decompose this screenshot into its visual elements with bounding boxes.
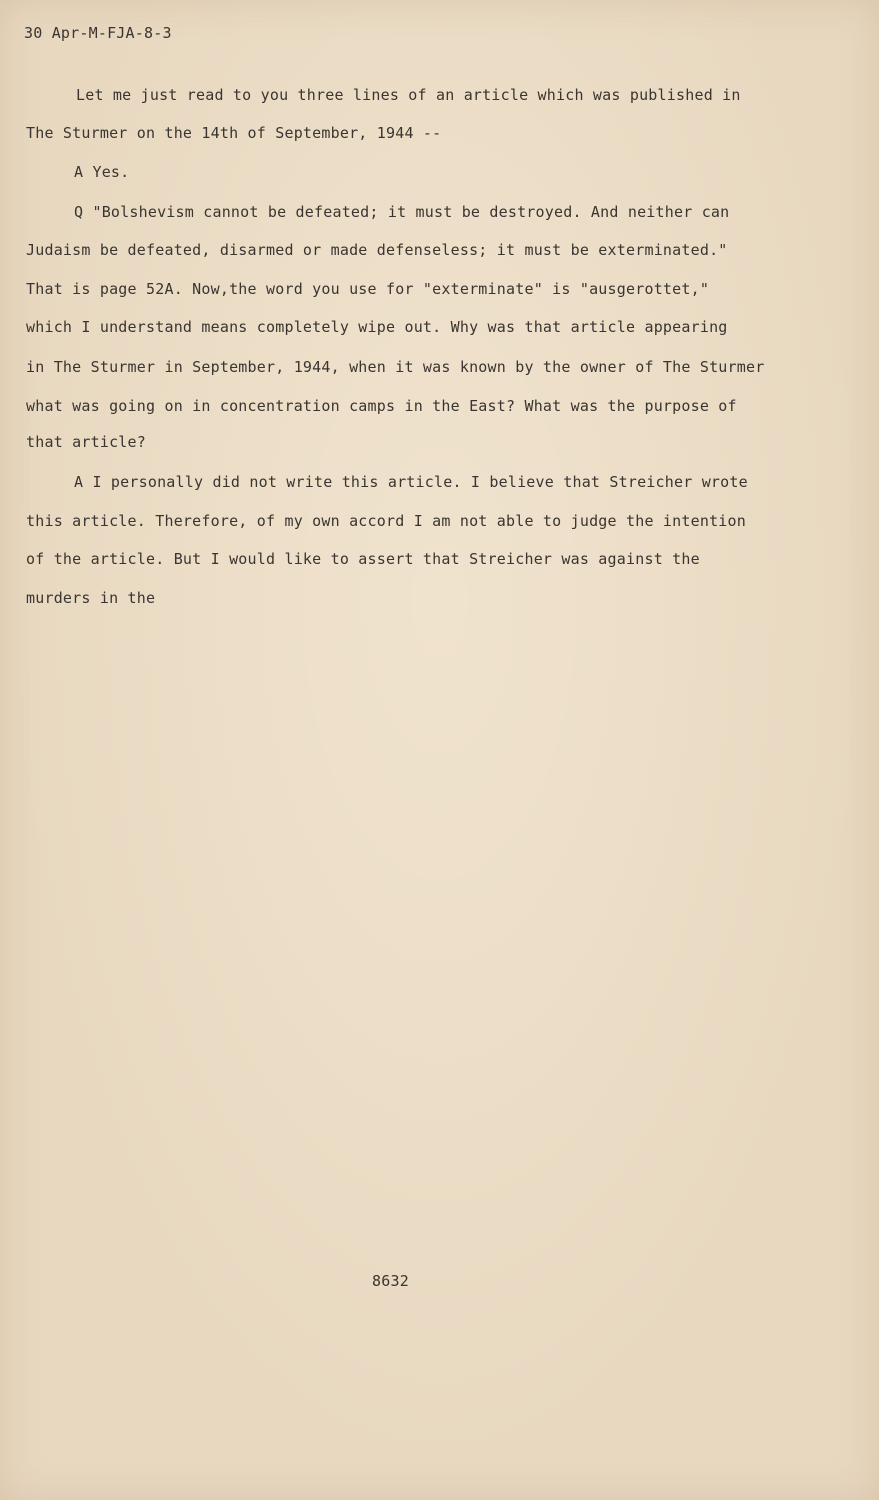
text-line: what was going on in concentration camps in the East? What was the purpose of — [26, 397, 737, 415]
text-line: this article. Therefore, of my own accord I am not able to judge the intention — [26, 512, 746, 530]
text-line: Judaism be defeated, disarmed or made defenseless; it must be exterminated." — [26, 241, 728, 259]
text-line: A I personally did not write this article. I believe that Streicher wrote — [74, 473, 748, 491]
text-line: murders in the — [26, 589, 156, 607]
page-number: 8632 — [372, 1272, 409, 1290]
text-line: that article? — [26, 433, 146, 451]
text-line: That is page 52A. Now,the word you use for "exterminate" is "ausgerottet," — [26, 280, 710, 298]
text-line: in The Sturmer in September, 1944, when it was known by the owner of The Sturmer — [26, 358, 765, 376]
text-line: The Sturmer on the 14th of September, 1944 -- — [26, 124, 442, 142]
text-line: Q "Bolshevism cannot be defeated; it must be destroyed. And neither can — [74, 203, 730, 221]
text-line: A Yes. — [74, 163, 130, 181]
text-line: Let me just read to you three lines of an article which was published in — [76, 86, 741, 104]
document-header: 30 Apr-M-FJA-8-3 — [24, 24, 172, 42]
text-line: which I understand means completely wipe out. Why was that article appearing — [26, 318, 728, 336]
text-line: of the article. But I would like to assert that Streicher was against the — [26, 550, 700, 568]
